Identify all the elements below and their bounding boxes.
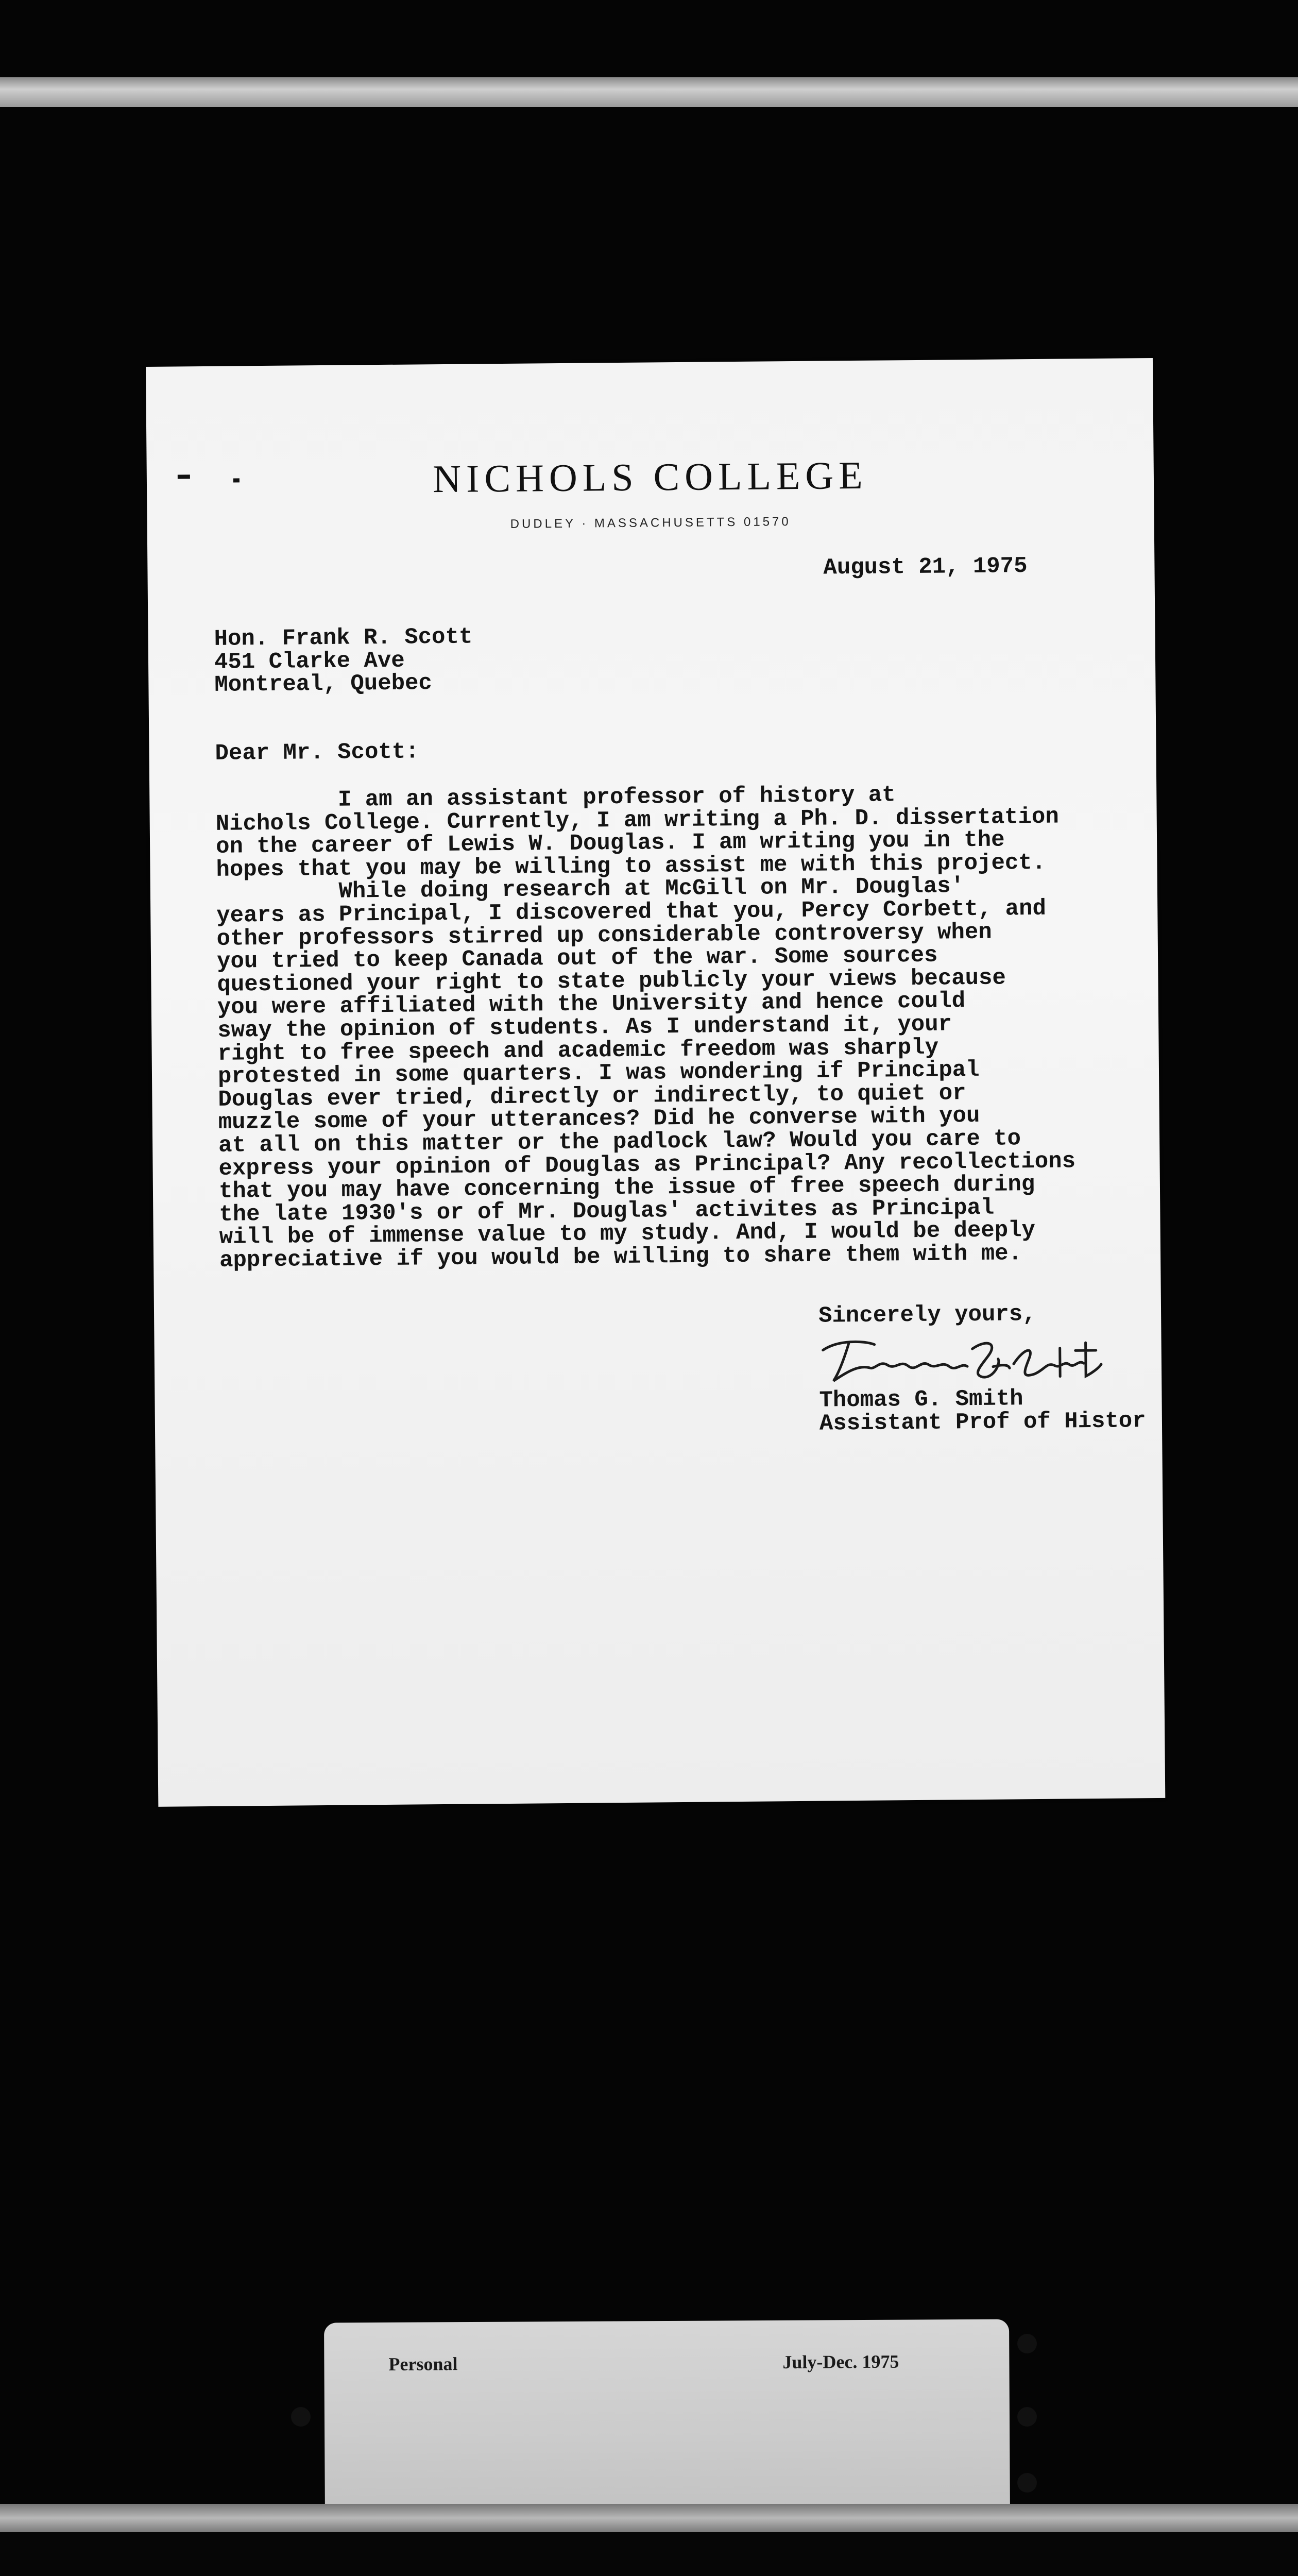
- folder-tab: [324, 2319, 1010, 2519]
- letterhead-title: NICHOLS COLLEGE: [432, 453, 868, 501]
- folder-tab-label-left: Personal: [388, 2353, 458, 2375]
- film-top-strip: [0, 77, 1298, 107]
- punch-hole: [291, 2407, 311, 2427]
- letter-closing: Sincerely yours,: [818, 1301, 1036, 1329]
- punch-hole: [1017, 2407, 1037, 2427]
- folder-tab-label-right: July-Dec. 1975: [782, 2351, 899, 2372]
- letterhead-address: DUDLEY · MASSACHUSETTS 01570: [510, 515, 791, 531]
- film-bottom-strip: [0, 2504, 1298, 2532]
- letter-greeting: Dear Mr. Scott:: [215, 739, 419, 767]
- signature-scribble: [817, 1327, 1106, 1392]
- film-bottom-background: [0, 2532, 1298, 2576]
- handwritten-signature: [817, 1327, 1106, 1392]
- letter-page: [146, 358, 1165, 1807]
- letter-body: I am an assistant professor of history at Nichols College. Currently, I am writing a Ph. D. dissertation on the career of Lewis W. Douglas. I am writing you in the hopes that you may be willing to assist me with this project. While doing research at McGill on Mr. Douglas' years as Principal, I discovered that you, Percy Corbett, and other professors stirred up considerable controversy when you tried to keep Canada out of the war. Some sources questioned your right to state publicly your views because you were affiliated with the University and hence could sway the opinion of students. As I understand it, your right to free speech and academic freedom was sharply protested in some quarters. I was wondering if Principal Douglas ever tried, directly or indirectly, to quiet or muzzle some of your utterances? Did he converse with you at all on this matter or the padlock law? Would you care to express your opinion of Douglas as Principal? Any recollections that you may have concerning the issue of free speech during the late 1930's or of Mr. Douglas' activites as Principal will be of immense value to my study. And, I would be deeply appreciative if you would be willing to share them with me.: [215, 782, 1076, 1274]
- signer-block: Thomas G. Smith Assistant Prof of Histor: [819, 1386, 1146, 1437]
- punch-hole: [1017, 2334, 1037, 2353]
- punch-hole: [1017, 2473, 1037, 2493]
- recipient-address: Hon. Frank R. Scott 451 Clarke Ave Montreal, Quebec: [214, 624, 473, 699]
- letter-date: August 21, 1975: [823, 553, 1028, 581]
